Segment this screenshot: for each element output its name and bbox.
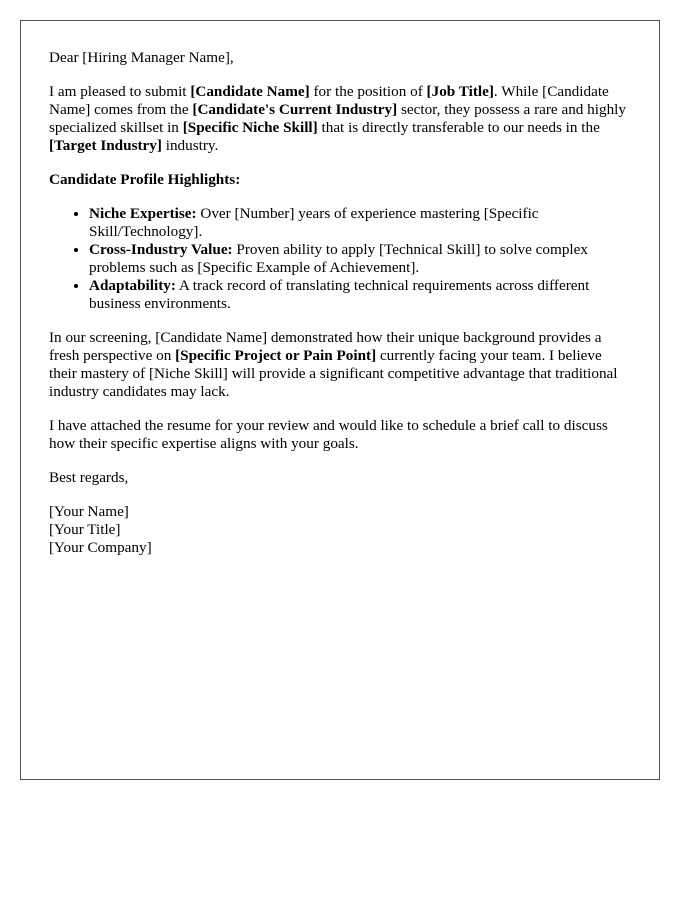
job-title-placeholder: [Job Title] <box>426 83 494 100</box>
intro-text-5: that is directly transferable to our needs in the <box>317 119 600 136</box>
signature-title: [Your Title] <box>49 521 121 538</box>
screening-text-1: In our screening, [Candidate Name] demonstrated how their unique background provides a fresh perspective on <box>49 329 602 364</box>
screening-paragraph <box>49 329 631 401</box>
candidate-name-placeholder: [Candidate Name] <box>190 83 310 100</box>
highlights-heading-text: Candidate Profile Highlights: <box>49 171 241 188</box>
highlight-label: Niche Expertise: <box>89 205 197 222</box>
list-item <box>89 277 631 313</box>
highlight-text: Proven ability to apply [Technical Skill] to solve complex problems such as [Specific Example of Achievement]. <box>89 241 588 276</box>
list-item <box>89 241 631 277</box>
niche-skill-placeholder: [Specific Niche Skill] <box>182 119 318 136</box>
intro-text-6: industry. <box>161 137 219 154</box>
highlight-text: Over [Number] years of experience mastering [Specific Skill/Technology]. <box>89 205 539 240</box>
highlights-list <box>49 205 631 313</box>
pain-point-placeholder: [Specific Project or Pain Point] <box>175 347 377 364</box>
current-industry-placeholder: [Candidate's Current Industry] <box>192 101 398 118</box>
intro-text-1: I am pleased to submit <box>49 83 191 100</box>
letter-document <box>20 20 660 780</box>
highlight-text: A track record of translating technical requirements across different business environments. <box>89 277 590 312</box>
signature-company: [Your Company] <box>49 539 152 556</box>
signature-name: [Your Name] <box>49 503 129 520</box>
highlight-label: Cross-Industry Value: <box>89 241 233 258</box>
intro-text-2: for the position of <box>309 83 427 100</box>
signature-block <box>49 503 631 557</box>
intro-paragraph <box>49 83 631 155</box>
intro-text-3: . While [Candidate Name] comes from the <box>49 83 609 118</box>
closing-paragraph: I have attached the resume for your review and would like to schedule a brief call to discuss how their specific expertise aligns with your goals. <box>49 417 608 452</box>
intro-text-4: sector, they possess a rare and highly specialized skillset in <box>49 101 626 136</box>
screening-text-2: currently facing your team. I believe their mastery of [Niche Skill] will provide a significant competitive advantage that traditional industry candidates may lack. <box>49 347 618 400</box>
highlight-label: Adaptability: <box>89 277 176 294</box>
target-industry-placeholder: [Target Industry] <box>49 137 162 154</box>
sign-off: Best regards, <box>49 469 129 486</box>
list-item <box>89 205 631 241</box>
greeting: Dear [Hiring Manager Name], <box>49 49 234 66</box>
highlights-heading <box>49 171 631 189</box>
